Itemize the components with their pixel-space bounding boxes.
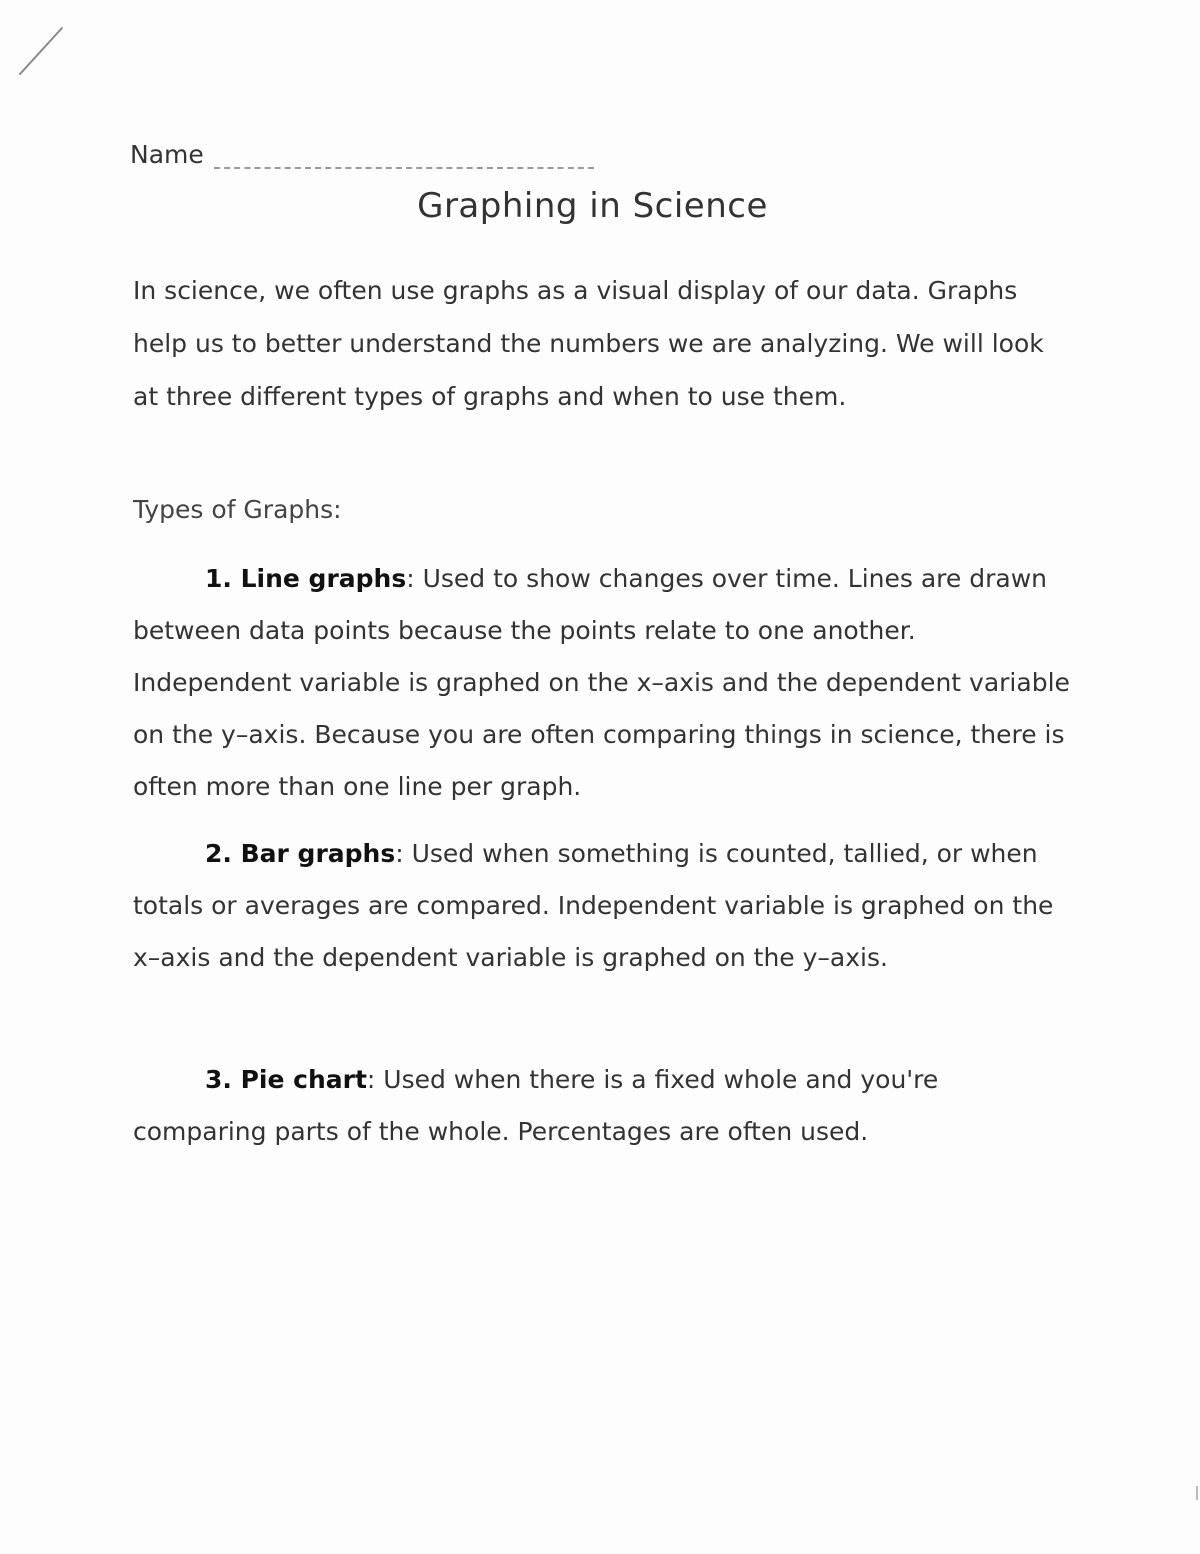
item-term: 3. Pie chart xyxy=(205,1065,367,1094)
item-term: 2. Bar graphs xyxy=(205,839,396,868)
name-blank-line[interactable] xyxy=(214,147,594,169)
item-description: : Used when there is a fixed whole and you're comparing parts of the whole. Percentages are often used. xyxy=(133,1065,939,1146)
scan-artifact xyxy=(1196,1486,1198,1500)
item-term: 1. Line graphs xyxy=(205,564,407,593)
intro-paragraph: In science, we often use graphs as a visual display of our data. Graphs help us to better understand the numbers we are analyzing. We will look at three different types of graphs and when to use them. xyxy=(133,276,1044,411)
list-item-pie-chart xyxy=(133,1054,1073,1158)
types-heading: Types of Graphs: xyxy=(133,495,342,524)
item-description: : Used when something is counted, tallied, or when totals or averages are compared. Independent variable is graphed on the x–axis and the dependent variable is graphed on the y–axis. xyxy=(133,839,1054,972)
list-item-bar-graphs xyxy=(133,828,1073,984)
pencil-mark xyxy=(14,20,74,80)
name-label: Name xyxy=(130,140,204,169)
name-field-row xyxy=(130,140,594,169)
item-description: : Used to show changes over time. Lines are drawn between data points because the points relate to one another. Independent variable is graphed on the x–axis and the dependent variable on the y–axis. Because you are often comparing things in science, there is often more than one line per graph. xyxy=(133,564,1070,801)
page-title: Graphing in Science xyxy=(417,186,768,226)
list-item-line-graphs xyxy=(133,553,1073,813)
